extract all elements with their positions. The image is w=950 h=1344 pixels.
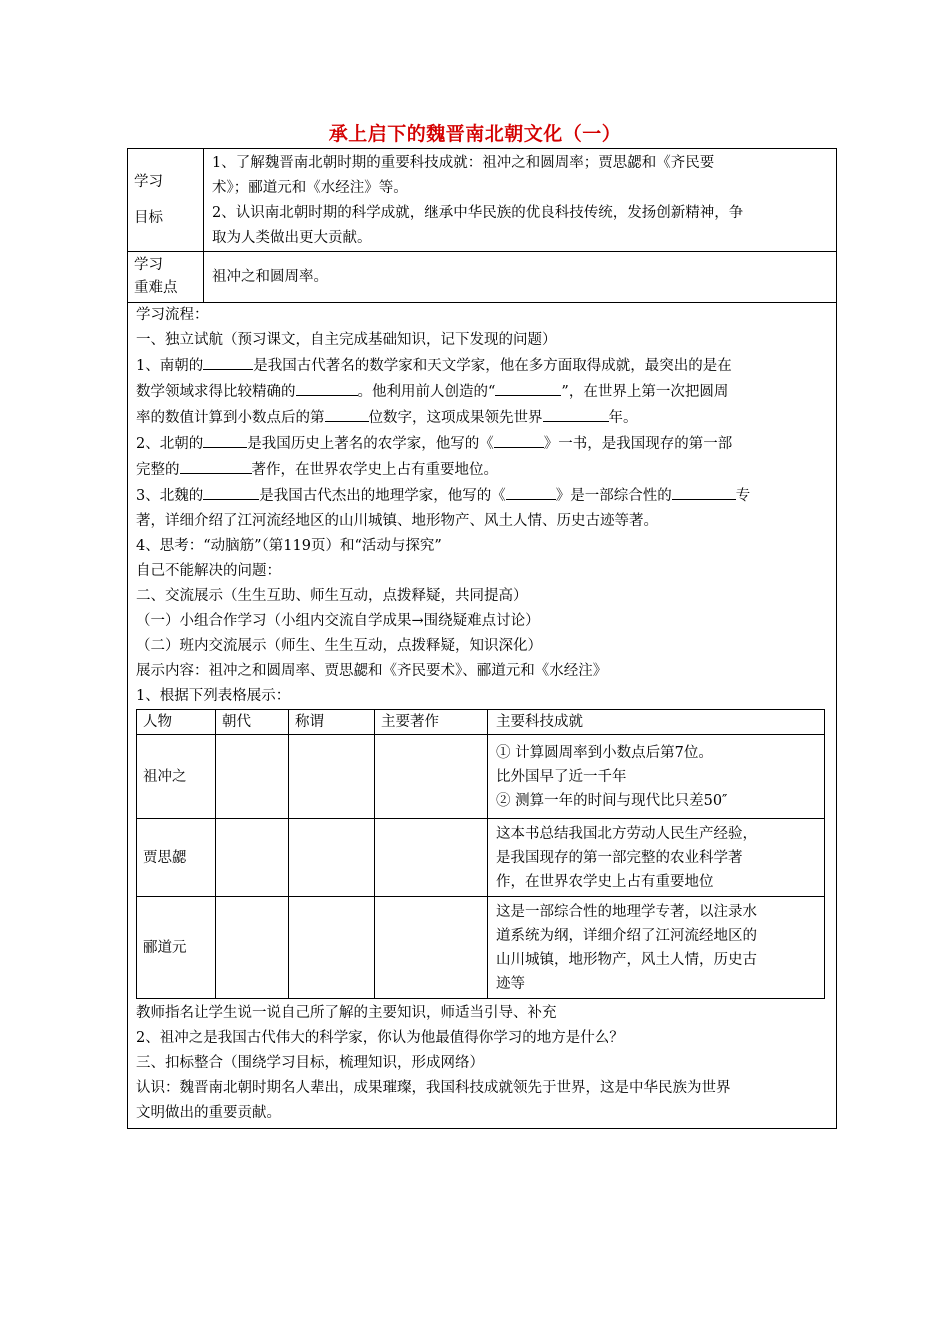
dynasty-cell[interactable]: [216, 735, 289, 819]
section-heading: 一、独立试航（预习课文，自主完成基础知识，记下发现的问题）: [136, 332, 557, 348]
title-cell[interactable]: [289, 735, 375, 819]
key-points-content: [204, 252, 836, 302]
class-display: （二）班内交流展示（师生、生生互动，点拨释疑，知识深化）: [136, 638, 542, 654]
column-header: 称谓: [289, 710, 375, 735]
answer-blank[interactable]: [180, 457, 252, 474]
answer-blank[interactable]: [543, 405, 609, 422]
q3-bracket: 《: [491, 488, 506, 504]
answer-blank[interactable]: [325, 405, 369, 422]
question-1-cont: [136, 405, 830, 431]
section-heading: 二、交流展示（生生互助、师生互动，点拨释疑，共同提高）: [136, 588, 528, 604]
person-cell: 郦道元: [137, 897, 216, 999]
question-1-cont: [136, 379, 830, 405]
key-points-label: [128, 252, 204, 302]
key-points-text: 祖冲之和圆周率。: [212, 268, 328, 285]
objectives-label-line2: 目标: [134, 210, 163, 226]
answer-blank[interactable]: [494, 431, 544, 448]
question-1: [136, 353, 830, 379]
q1-text: 数学领域求得比较精确的: [136, 384, 296, 400]
achievement-line: ① 计算圆周率到小数点后第7位。: [496, 744, 713, 761]
answer-blank[interactable]: [506, 483, 556, 500]
achievement-cell: [488, 819, 825, 897]
objective-line: 术》；郦道元和《水经注》等。: [212, 180, 408, 196]
question-reflection: 2、祖冲之是我国古代伟大的科学家，你认为他最值得你学习的地方是什么？: [136, 1030, 624, 1046]
q2-text: 是我国历史上著名的农学家，他写的: [247, 436, 480, 452]
objective-line: 取为人类做出更大贡献。: [212, 230, 372, 246]
column-header: 朝代: [216, 710, 289, 735]
q3-bracket: 》: [555, 488, 571, 504]
table-row: [137, 819, 825, 897]
achievement-line: 这本书总结我国北方劳动人民生产经验，: [496, 825, 757, 842]
q2-text: 2、北朝的: [136, 436, 204, 452]
achievement-line: 是我国现存的第一部完整的农业科学著: [496, 849, 743, 866]
achievement-line: 比外国早了近一千年: [496, 768, 627, 785]
page-title: 承上启下的魏晋南北朝文化（一）: [328, 123, 622, 145]
process-row: [128, 303, 836, 1128]
dynasty-cell[interactable]: [216, 819, 289, 897]
scientists-table: [136, 709, 825, 999]
title-cell[interactable]: [289, 897, 375, 999]
objectives-label-line1: 学习: [134, 174, 163, 190]
column-header: 主要科技成就: [488, 710, 825, 735]
q3-text: 专: [735, 488, 751, 504]
work-cell[interactable]: [375, 735, 488, 819]
q1-text: 。他利用前人创造的: [357, 384, 488, 400]
table-row: [137, 897, 825, 999]
q1-text: ，在世界上第一次把圆周: [568, 384, 729, 400]
answer-blank[interactable]: [203, 431, 247, 448]
column-header: 主要著作: [375, 710, 488, 735]
question-4: 4、思考：“动脑筋”（第119页）和“活动与探究”: [136, 538, 442, 554]
table-row: [137, 735, 825, 819]
table-intro: 1、根据下列表格展示：: [136, 688, 291, 704]
achievement-line: ② 测算一年的时间与现代比只差50″: [496, 792, 728, 809]
question-3: [136, 483, 830, 509]
q2-bracket: 》: [543, 436, 559, 452]
summary-line: 认识：魏晋南北朝时期名人辈出，成果璀璨，我国科技成就领先于世界，这是中华民族为世界: [136, 1080, 731, 1096]
q2-bracket: 《: [479, 436, 494, 452]
q3-text: 是我国古代杰出的地理学家，他写的: [259, 488, 492, 504]
achievement-cell: [488, 735, 825, 819]
achievement-cell: [488, 897, 825, 999]
q1-text: 1、南朝的: [136, 358, 204, 374]
achievement-line: 作，在世界农学史上占有重要地位: [496, 873, 714, 890]
achievement-line: 迹等: [496, 975, 525, 992]
work-cell[interactable]: [375, 897, 488, 999]
process-heading: 学习流程：: [136, 307, 209, 323]
objectives-content: [204, 149, 836, 251]
process-content: [128, 303, 836, 1128]
person-cell: 贾思勰: [137, 819, 216, 897]
key-points-row: [128, 252, 836, 303]
unsolved-prompt: 自己不能解决的问题：: [136, 563, 281, 579]
q1-text: 是我国古代著名的数学家和天文学家，他在多方面取得成就，最突出的是在: [253, 358, 732, 374]
objectives-label: [128, 149, 204, 251]
key-points-label-line1: 学习: [134, 257, 163, 273]
answer-blank[interactable]: [296, 379, 358, 396]
answer-blank[interactable]: [672, 483, 736, 500]
q3-text: 3、北魏的: [136, 488, 204, 504]
question-2: [136, 431, 830, 457]
q1-quote: ”: [561, 384, 569, 400]
q1-text: 率的数值计算到小数点后的第: [136, 410, 325, 426]
q3-text: 是一部综合性的: [570, 488, 672, 504]
q1-quote: “: [488, 384, 496, 400]
key-points-label-line2: 重难点: [134, 280, 178, 296]
objective-line: 1、了解魏晋南北朝时期的重要科技成就：祖冲之和圆周率；贾思勰和《齐民要: [212, 155, 715, 171]
table-header-row: [137, 710, 825, 735]
achievement-line: 道系统为纲，详细介绍了江河流经地区的: [496, 927, 757, 944]
lesson-plan-table: [127, 148, 837, 1129]
achievement-line: 山川城镇，地形物产，风土人情，历史古: [496, 951, 757, 968]
q2-text: 完整的: [136, 462, 180, 478]
section-heading: 三、扣标整合（围绕学习目标，梳理知识，形成网络）: [136, 1055, 484, 1071]
answer-blank[interactable]: [203, 483, 259, 500]
q2-text: 著作，在世界农学史上占有重要地位。: [251, 462, 498, 478]
group-study: （一）小组合作学习（小组内交流自学成果→围绕疑难点讨论）: [136, 613, 540, 629]
objective-line: 2、认识南北朝时期的科学成就，继承中华民族的优良科技传统，发扬创新精神，争: [212, 205, 744, 221]
answer-blank[interactable]: [203, 353, 253, 370]
question-3-cont: 著，详细介绍了江河流经地区的山川城镇、地形物产、风土人情、历史古迹等著。: [136, 513, 658, 529]
q1-text: 年。: [608, 410, 638, 426]
q2-text: 一书，是我国现存的第一部: [558, 436, 733, 452]
teacher-note: 教师指名让学生说一说自己所了解的主要知识，师适当引导、补充: [136, 1005, 557, 1021]
work-cell[interactable]: [375, 819, 488, 897]
question-2-cont: [136, 457, 830, 483]
column-header: 人物: [137, 710, 216, 735]
person-cell: 祖冲之: [137, 735, 216, 819]
achievement-line: 这是一部综合性的地理学专著，以注录水: [496, 903, 757, 920]
answer-blank[interactable]: [495, 379, 561, 396]
title-cell[interactable]: [289, 819, 375, 897]
display-content: 展示内容：祖冲之和圆周率、贾思勰和《齐民要术》、郦道元和《水经注》: [136, 663, 608, 679]
dynasty-cell[interactable]: [216, 897, 289, 999]
q1-text: 位数字，这项成果领先世界: [368, 410, 543, 426]
objectives-row: [128, 149, 836, 252]
summary-line: 文明做出的重要贡献。: [136, 1105, 281, 1121]
